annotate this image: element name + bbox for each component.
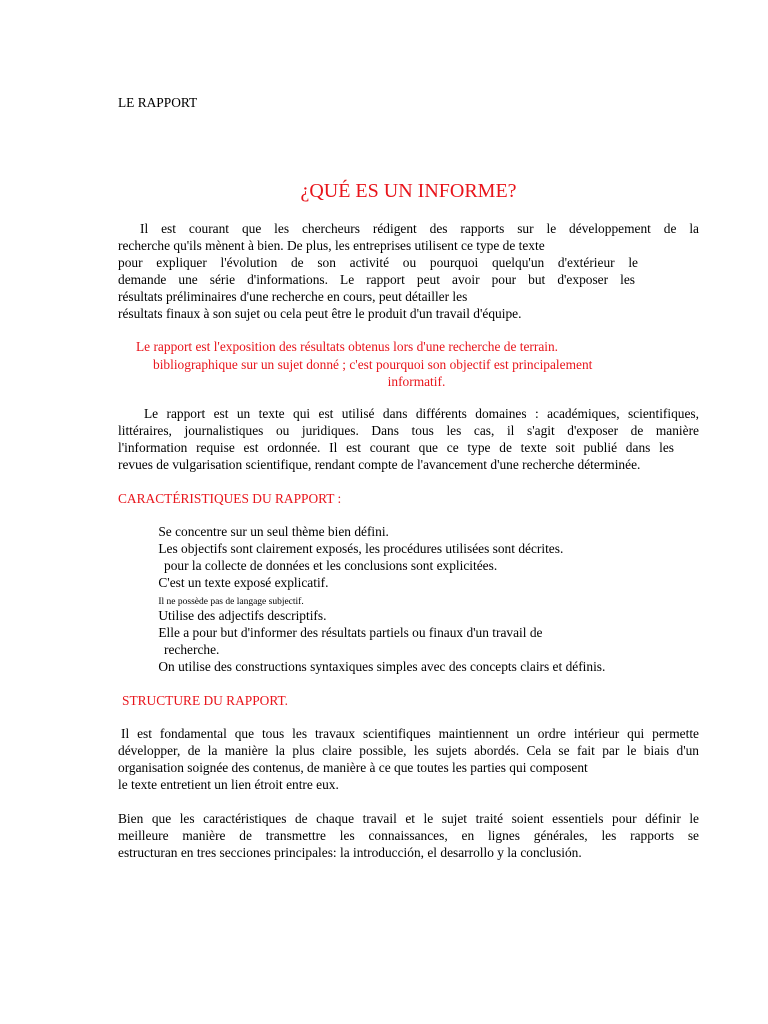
intro-line: demande une série d'informations. Le rapport peut avoir pour but d'exposer les (118, 272, 635, 287)
usage-line: l'information requise est ordonnée. Il est courant que ce type de texte soit publié dans les (118, 440, 674, 455)
page-title: ¿QUÉ ES UN INFORME? (300, 180, 517, 202)
list-item: Elle a pour but d'informer des résultats partiels ou finaux d'un travail de (158, 625, 543, 640)
list-item-continuation: pour la collecte de données et les conclusions sont explicitées. (164, 558, 498, 573)
structure-line: le texte entretient un lien étroit entre eux. (118, 777, 339, 792)
intro-line: résultats préliminaires d'une recherche en cours, peut détailler les (118, 289, 468, 304)
intro-line: Il est courant que les chercheurs rédigent des rapports sur le développement de la (140, 221, 699, 236)
structure-line: Bien que les caractéristiques de chaque travail et le sujet traité soient essentiels pour définir le (118, 811, 699, 826)
structure-line: Il est fondamental que tous les travaux scientifiques maintiennent un ordre intérieur qui permette (121, 726, 699, 741)
structure-line: meilleure manière de transmettre les connaissances, en lignes générales, les rapports se (118, 828, 699, 843)
list-item: Se concentre sur un seul thème bien défini. (158, 524, 389, 539)
definition-line: bibliographique sur un sujet donné ; c'est pourquoi son objectif est principalement (153, 357, 593, 372)
list-item: C'est un texte exposé explicatif. (158, 575, 329, 590)
list-item-continuation: recherche. (164, 642, 220, 657)
intro-line: recherche qu'ils mènent à bien. De plus, les entreprises utilisent ce type de texte (118, 238, 545, 253)
definition-line: Le rapport est l'exposition des résultats obtenus lors d'une recherche de terrain. (136, 339, 559, 354)
characteristics-heading: CARACTÉRISTIQUES DU RAPPORT : (118, 491, 342, 506)
usage-line: littéraires, journalistiques ou juridiques. Dans tous les cas, il s'agit d'exposer de manière (118, 423, 699, 438)
list-item: On utilise des constructions syntaxiques simples avec des concepts clairs et définis. (158, 659, 606, 674)
structure-heading: STRUCTURE DU RAPPORT. (122, 693, 288, 708)
list-item: Utilise des adjectifs descriptifs. (158, 608, 327, 623)
structure-line: développer, de la manière la plus claire possible, les sujets abordés. Cela se fait par le biais d'un (118, 743, 699, 758)
list-item: Il ne possède pas de langage subjectif. (158, 597, 304, 607)
structure-line: organisation soignée des contenus, de manière à ce que toutes les parties qui composent (118, 760, 588, 775)
usage-line: Le rapport est un texte qui est utilisé dans différents domaines : académiques, scientifiques, (144, 406, 699, 421)
definition-line: informatif. (387, 374, 446, 389)
usage-line: revues de vulgarisation scientifique, rendant compte de l'avancement d'une recherche déterminée. (118, 457, 641, 472)
intro-line: résultats finaux à son sujet ou cela peut être le produit d'un travail d'équipe. (118, 306, 522, 321)
structure-line: estructuran en tres secciones principales: la introducción, el desarrollo y la conclusión. (118, 845, 582, 860)
doc-label: LE RAPPORT (118, 95, 198, 110)
list-item: Les objectifs sont clairement exposés, les procédures utilisées sont décrites. (158, 541, 564, 556)
intro-line: pour expliquer l'évolution de son activité ou pourquoi quelqu'un d'extérieur le (118, 255, 638, 270)
